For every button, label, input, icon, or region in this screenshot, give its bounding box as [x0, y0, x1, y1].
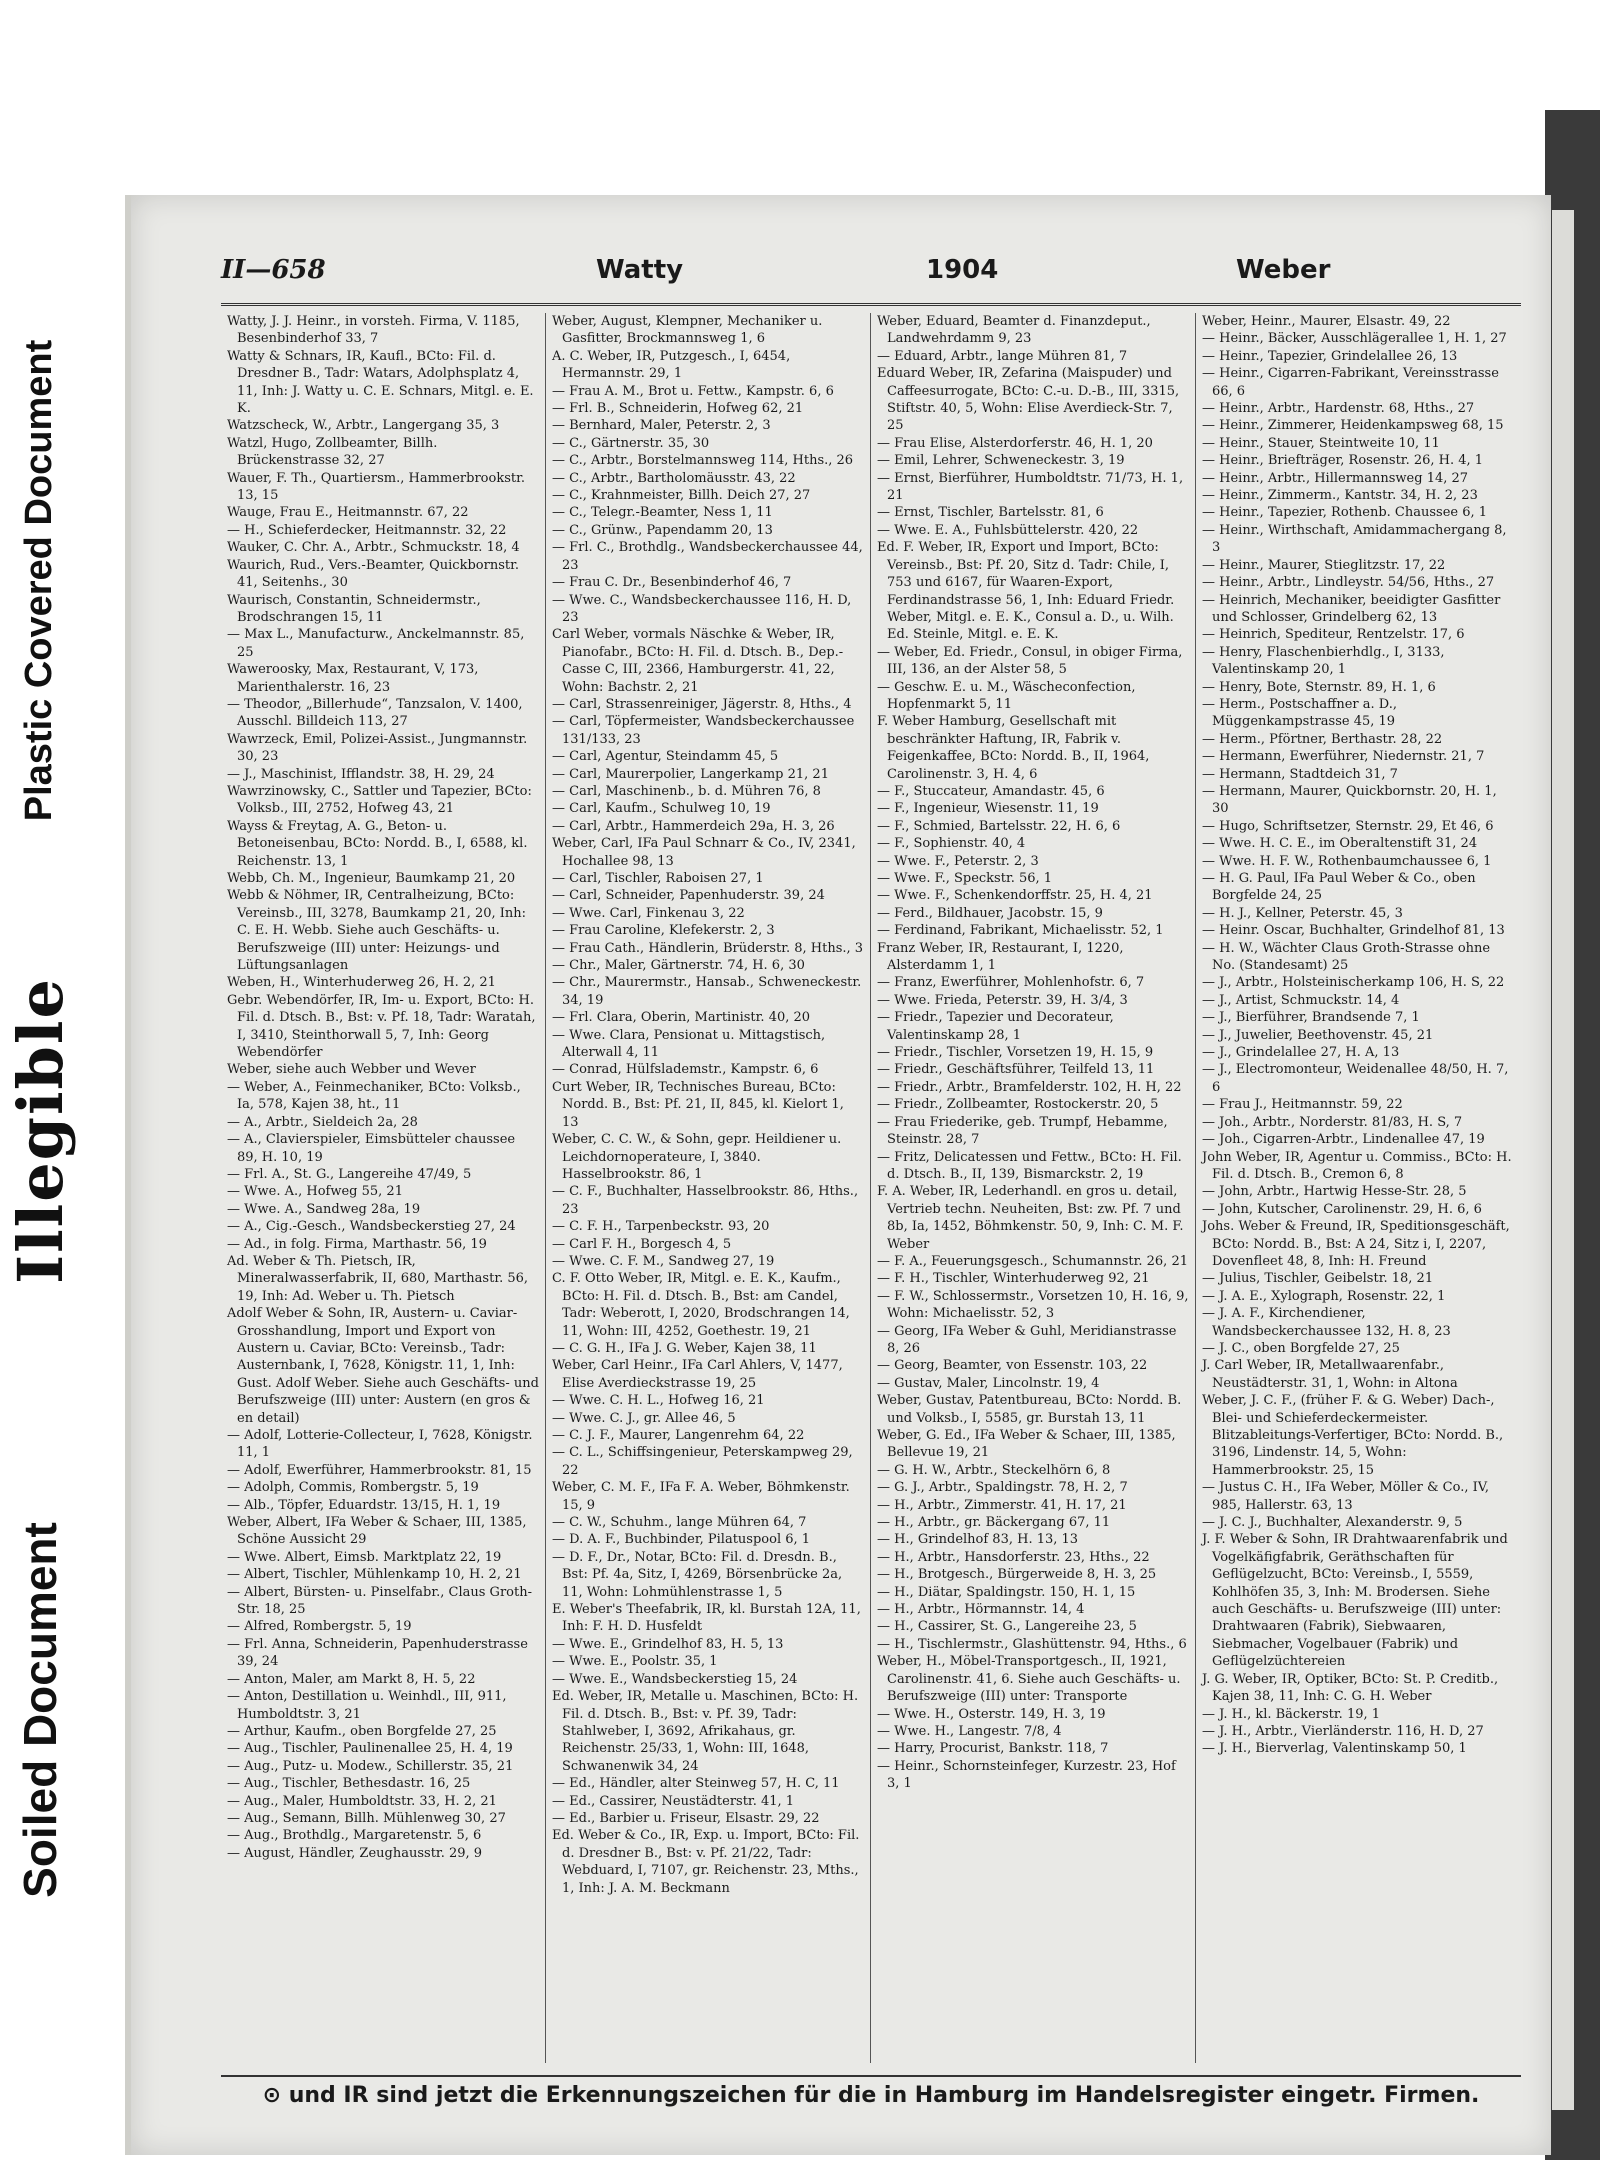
- directory-entry: — Wwe. E. A., Fuhlsbüttelerstr. 420, 22: [877, 522, 1139, 538]
- directory-entry: — Heinr., Maurer, Stieglitzstr. 17, 22: [1202, 557, 1446, 573]
- directory-entry: — Frl. A., St. G., Langereihe 47/49, 5: [227, 1166, 472, 1182]
- directory-entry: — C. W., Schuhm., lange Mühren 64, 7: [552, 1515, 807, 1531]
- directory-entry: — Carl F. H., Borgesch 4, 5: [552, 1236, 732, 1252]
- directory-entry: — Hugo, Schriftsetzer, Sternstr. 29, Et 46, 6: [1202, 818, 1494, 834]
- directory-entry: — Weber, A., Feinmechaniker, BCto: Volksb., Ia, 578, Kajen 38, ht., 11: [227, 1079, 521, 1113]
- directory-entry: Waurich, Rud., Vers.-Beamter, Quickbornstr. 41, Seitenhs., 30: [227, 557, 520, 591]
- directory-entry: Curt Weber, IR, Technisches Bureau, BCto: Nordd. B., Bst: Pf. 21, II, 845, kl. Kielort 1, 13: [552, 1079, 844, 1130]
- directory-entry: Weber, Heinr., Maurer, Elsastr. 49, 22: [1202, 314, 1451, 329]
- directory-entry: Wawrzinowsky, C., Sattler und Tapezier, BCto: Volksb., III, 2752, Hofweg 43, 21: [227, 783, 532, 817]
- directory-entry: — Carl, Arbtr., Hammerdeich 29a, H. 3, 26: [552, 818, 835, 834]
- directory-entry: — Albert, Bürsten- u. Pinselfabr., Claus Groth-Str. 18, 25: [227, 1584, 532, 1618]
- directory-entry: — H., Arbtr., Hansdorferstr. 23, Hths., 22: [877, 1549, 1150, 1565]
- directory-entry: — C., Gärtnerstr. 35, 30: [552, 435, 710, 451]
- directory-entry: — J., Maschinist, Ifflandstr. 38, H. 29, 24: [227, 766, 495, 782]
- directory-entry: — Carl, Maurerpolier, Langerkamp 21, 21: [552, 766, 829, 782]
- directory-entry: — Wwe. H., Langestr. 7/8, 4: [877, 1723, 1062, 1739]
- directory-entry: — Wwe. E., Wandsbeckerstieg 15, 24: [552, 1671, 798, 1687]
- directory-entry: — Carl, Tischler, Raboisen 27, 1: [552, 871, 764, 886]
- directory-entry: Weber, C. M. F., IFa F. A. Weber, Böhmkenstr. 15, 9: [552, 1480, 850, 1513]
- directory-entry: — J., Juwelier, Beethovenstr. 45, 21: [1202, 1027, 1434, 1043]
- directory-entry: Ed. F. Weber, IR, Export und Import, BCto: Vereinsb., Bst: Pf. 20, Sitz d. Tadr: Chile, I, 753 und 6167, für Waaren-Export, Ferdinandstrasse 56, 1, Inh: Eduard Friedr. Weber, Mitgl. e. E. K., Consul a. D., u. Wilh. Ed. Steinle, Mitgl. e. E. K.: [877, 540, 1175, 643]
- directory-entry: — J. H., Bierverlag, Valentinskamp 50, 1: [1202, 1741, 1467, 1757]
- directory-entry: — Carl, Schneider, Papenhuderstr. 39, 24: [552, 888, 825, 904]
- directory-entry: — H., Tischlermstr., Glashüttenstr. 94, Hths., 6: [877, 1636, 1187, 1652]
- directory-entry: — John, Kutscher, Carolinenstr. 29, H. 6, 6: [1202, 1201, 1482, 1217]
- directory-entry: Wawrzeck, Emil, Polizei-Assist., Jungmannstr. 30, 23: [227, 731, 528, 765]
- directory-entry: — Wwe. Frieda, Peterstr. 39, H. 3/4, 3: [877, 992, 1128, 1008]
- directory-entry: — Carl, Töpfermeister, Wandsbeckerchaussee 131/133, 23: [552, 714, 855, 747]
- directory-entry: Wauge, Frau E., Heitmannstr. 67, 22: [227, 505, 469, 521]
- directory-entry: — F. A., Feuerungsgesch., Schumannstr. 26, 21: [877, 1253, 1188, 1269]
- directory-entry: — Wwe. A., Hofweg 55, 21: [227, 1184, 403, 1200]
- directory-entry: — Aug., Putz- u. Modew., Schillerstr. 35, 21: [227, 1758, 514, 1774]
- directory-entry: — Frau C. Dr., Besenbinderhof 46, 7: [552, 575, 792, 591]
- directory-entry: — Frau Friederike, geb. Trumpf, Hebamme, Steinstr. 28, 7: [877, 1114, 1168, 1148]
- directory-entry: — F., Schmied, Bartelsstr. 22, H. 6, 6: [877, 818, 1121, 834]
- directory-entry: — Ed., Barbier u. Friseur, Elsastr. 29, 22: [552, 1810, 820, 1826]
- directory-entry: — Hermann, Maurer, Quickbornstr. 20, H. 1, 30: [1202, 783, 1497, 817]
- directory-entry: — H., Diätar, Spaldingstr. 150, H. 1, 15: [877, 1584, 1136, 1600]
- column-4: [1196, 313, 1521, 2063]
- directory-entry: — Arthur, Kaufm., oben Borgfelde 27, 25: [227, 1723, 497, 1739]
- directory-entry: — Alfred, Rombergstr. 5, 19: [227, 1619, 412, 1635]
- directory-entry: — Wwe. F., Schenkendorffstr. 25, H. 4, 21: [877, 888, 1153, 904]
- directory-entry: — Heinr., Arbtr., Hillermannsweg 14, 27: [1202, 470, 1469, 486]
- directory-entry: — Henry, Flaschenbierhdlg., I, 3133, Valentinskamp 20, 1: [1202, 644, 1445, 678]
- illegible-label: Illegible: [3, 976, 77, 1284]
- directory-entry: C. F. Otto Weber, IR, Mitgl. e. E. K., Kaufm., BCto: H. Fil. d. Dtsch. B., Bst: am Candel, Tadr: Weberott, I, 2020, Brodschrangen 14, 11, Wohn: III, 4252, Goethestr. 19, 21: [552, 1271, 850, 1339]
- soiled-document-label: Soiled Document: [14, 1522, 66, 1898]
- directory-entry: — J. C., oben Borgfelde 27, 25: [1202, 1340, 1400, 1356]
- column-1: [221, 313, 546, 2063]
- directory-entry: — H., Arbtr., Zimmerstr. 41, H. 17, 21: [877, 1497, 1127, 1513]
- directory-entry: — H., Arbtr., Hörmannstr. 14, 4: [877, 1602, 1085, 1618]
- directory-entry: E. Weber's Theefabrik, IR, kl. Burstah 12A, 11, Inh: F. H. D. Husfeldt: [552, 1602, 861, 1635]
- directory-entry: Weber, Eduard, Beamter d. Finanzdeput., Landwehrdamm 9, 23: [877, 314, 1151, 347]
- directory-entry: — C., Krahnmeister, Billh. Deich 27, 27: [552, 488, 811, 504]
- directory-entry: — F., Stuccateur, Amandastr. 45, 6: [877, 783, 1105, 799]
- directory-entry: — F., Ingenieur, Wiesenstr. 11, 19: [877, 801, 1099, 817]
- directory-entry: — J. A. F., Kirchendiener, Wandsbeckerchaussee 132, H. 8, 23: [1202, 1306, 1451, 1339]
- directory-entry: Wauer, F. Th., Quartiersm., Hammerbrookstr. 13, 15: [227, 470, 526, 504]
- directory-entry: — Henry, Bote, Sternstr. 89, H. 1, 6: [1202, 679, 1436, 695]
- directory-entry: Wayss & Freytag, A. G., Beton- u. Betoneisenbau, BCto: Nordd. B., I, 6588, kl. Reichenstr. 13, 1: [227, 818, 528, 869]
- directory-page: [125, 195, 1551, 2155]
- header-rule: [221, 303, 1521, 306]
- directory-entry: — Heinr., Wirthschaft, Amidammachergang 8, 3: [1202, 522, 1507, 556]
- directory-entry: Weber, Carl Heinr., IFa Carl Ahlers, V, 1477, Elise Averdieckstrasse 19, 25: [552, 1358, 843, 1391]
- soiled-document-stamp: [0, 1430, 80, 1990]
- directory-entry: — Wwe. H., Osterstr. 149, H. 3, 19: [877, 1706, 1106, 1722]
- directory-entry: Weber, siehe auch Webber und Wever: [227, 1062, 476, 1078]
- column-2: [546, 313, 871, 2063]
- page-number: II—658: [221, 255, 326, 285]
- directory-entry: F. Weber Hamburg, Gesellschaft mit beschränkter Haftung, IR, Fabrik v. Feigenkaffee, BCto: Nordd. B., II, 1964, Carolinenstr. 3, H. 4, 6: [877, 714, 1150, 782]
- directory-entry: — Frau Caroline, Klefekerstr. 2, 3: [552, 923, 775, 939]
- directory-entry: Weber, H., Möbel-Transportgesch., II, 1921, Carolinenstr. 41, 6. Siehe auch Geschäfts- u. Berufszweige (III) unter: Transporte: [877, 1654, 1181, 1705]
- directory-entry: — Conrad, Hülfslademstr., Kampstr. 6, 6: [552, 1062, 819, 1078]
- directory-entry: — Harry, Procurist, Bankstr. 118, 7: [877, 1741, 1109, 1757]
- directory-entry: — Hermann, Ewerführer, Niedernstr. 21, 7: [1202, 749, 1485, 765]
- directory-entry: — J., Arbtr., Holsteinischerkamp 106, H. S, 22: [1202, 975, 1505, 991]
- directory-entry: — Wwe. C., Wandsbeckerchaussee 116, H. D, 23: [552, 592, 852, 625]
- directory-entry: — Georg, Beamter, von Essenstr. 103, 22: [877, 1358, 1148, 1374]
- directory-entry: — Geschw. E. u. M., Wäscheconfection, Hopfenmarkt 5, 11: [877, 679, 1136, 712]
- directory-entry: — Anton, Maler, am Markt 8, H. 5, 22: [227, 1671, 476, 1687]
- directory-entry: — Heinr., Schornsteinfeger, Kurzestr. 23, Hof 3, 1: [877, 1758, 1176, 1792]
- directory-entry: — Heinr., Cigarren-Fabrikant, Vereinsstrasse 66, 6: [1202, 366, 1499, 399]
- directory-entry: — H. W., Wächter Claus Groth-Strasse ohne No. (Standesamt) 25: [1202, 940, 1491, 974]
- directory-entry: — Frau Elise, Alsterdorferstr. 46, H. 1, 20: [877, 435, 1153, 451]
- directory-entry: — Wwe. E., Poolstr. 35, 1: [552, 1654, 718, 1670]
- directory-entry: — Gustav, Maler, Lincolnstr. 19, 4: [877, 1375, 1100, 1391]
- directory-entry: Watzl, Hugo, Zollbeamter, Billh. Brückenstrasse 32, 27: [227, 435, 438, 469]
- directory-entry: — H., Cassirer, St. G., Langereihe 23, 5: [877, 1619, 1137, 1635]
- directory-entry: — J., Artist, Schmuckstr. 14, 4: [1202, 992, 1400, 1008]
- directory-entry: — C., Grünw., Papendamm 20, 13: [552, 522, 773, 538]
- year-label: 1904: [926, 255, 999, 285]
- directory-entry: — Frl. C., Brothdlg., Wandsbeckerchaussee 44, 23: [552, 540, 863, 573]
- directory-entry: John Weber, IR, Agentur u. Commiss., BCto: H. Fil. d. Dtsch. B., Cremon 6, 8: [1202, 1149, 1512, 1182]
- directory-entry: — H. G. Paul, IFa Paul Weber & Co., oben Borgfelde 24, 25: [1202, 871, 1476, 904]
- directory-entry: F. A. Weber, IR, Lederhandl. en gros u. detail, Vertrieb techn. Neuheiten, Bst: zw. Pf. 7 und 8b, Ia, 1452, Böhmkenstr. 50, 9, Inh: C. M. F. Weber: [877, 1184, 1184, 1252]
- directory-entry: — Wwe. H. F. W., Rothenbaumchaussee 6, 1: [1202, 853, 1492, 869]
- plastic-covered-label: Plastic Covered Document: [18, 339, 61, 821]
- directory-entry: — Weber, Ed. Friedr., Consul, in obiger Firma, III, 136, an der Alster 58, 5: [877, 644, 1183, 678]
- page-footer: ⊙ und IR sind jetzt die Erkennungszeichen für die in Hamburg im Handelsregister eingetr. Firmen.: [221, 2075, 1521, 2119]
- directory-entry: — H., Grindelhof 83, H. 13, 13: [877, 1532, 1079, 1548]
- directory-entry: Eduard Weber, IR, Zefarina (Maispuder) und Caffeesurrogate, BCto: C.-u. D.-B., III, 3315, Stiftstr. 40, 5, Wohn: Elise Averdieck-Str. 7, 25: [877, 366, 1180, 434]
- directory-entry: — Aug., Tischler, Paulinenallee 25, H. 4, 19: [227, 1741, 513, 1757]
- directory-entry: — Heinr., Tapezier, Grindelallee 26, 13: [1202, 348, 1458, 364]
- directory-entry: — Georg, IFa Weber & Guhl, Meridianstrasse 8, 26: [877, 1323, 1177, 1356]
- directory-entry: — A., Clavierspieler, Eimsbütteler chaussee 89, H. 10, 19: [227, 1132, 516, 1165]
- directory-entry: J. G. Weber, IR, Optiker, BCto: St. P. Creditb., Kajen 38, 11, Inh: C. G. H. Weber: [1202, 1671, 1499, 1705]
- directory-entry: — C., Arbtr., Bartholomäusstr. 43, 22: [552, 470, 796, 486]
- directory-entry: J. F. Weber & Sohn, IR Drahtwaarenfabrik und Vogelkäfigfabrik, Geräthschaften für Geflügelzucht, BCto: Vereinsb., I, 5559, Kohlhöfen 35, 3, Inh: M. Brodersen. Siehe auch Geschäfts- u. Berufszweige (III) unter: Drahtwaaren (Fabrik), Siebwaaren, Siebmacher, Vogelbauer (Fabrik) und Geflügelzüchtereien: [1202, 1532, 1508, 1670]
- directory-entry: — Ernst, Tischler, Bartelsstr. 81, 6: [877, 505, 1104, 521]
- directory-entry: Weber, J. C. F., (früher F. & G. Weber) Dach-, Blei- und Schieferdeckermeister. Blitzableitungs-Verfertiger, BCto: Nordd. B., 3196, Lindenstr. 14, 5, Wohn: Hammerbrookstr. 25, 15: [1202, 1393, 1504, 1478]
- directory-entry: Weben, H., Winterhuderweg 26, H. 2, 21: [227, 975, 496, 991]
- directory-entry: — J., Grindelallee 27, H. A, 13: [1202, 1045, 1400, 1061]
- directory-entry: — Emil, Lehrer, Schweneckestr. 3, 19: [877, 453, 1125, 469]
- directory-entry: — H., Schieferdecker, Heitmannstr. 32, 22: [227, 522, 507, 538]
- directory-entry: Gebr. Webendörfer, IR, Im- u. Export, BCto: H. Fil. d. Dtsch. B., Bst: v. Pf. 18, Tadr: Waratah, I, 3410, Steinthorwall 5, 7, Inh: Georg Webendörfer: [227, 992, 536, 1061]
- directory-entry: — Ferdinand, Fabrikant, Michaelisstr. 52, 1: [877, 923, 1164, 939]
- directory-entry: — Wwe. C. H. L., Hofweg 16, 21: [552, 1393, 765, 1409]
- directory-entry: — F. H., Tischler, Winterhuderweg 92, 21: [877, 1271, 1150, 1287]
- directory-entry: — Joh., Arbtr., Norderstr. 81/83, H. S, 7: [1202, 1114, 1463, 1130]
- directory-entry: — Heinr., Stauer, Steintweite 10, 11: [1202, 435, 1440, 451]
- directory-entry: — H., Brotgesch., Bürgerweide 8, H. 3, 25: [877, 1567, 1157, 1583]
- directory-entry: — Eduard, Arbtr., lange Mühren 81, 7: [877, 348, 1128, 364]
- directory-entry: — Heinr., Zimmerm., Kantstr. 34, H. 2, 23: [1202, 488, 1478, 504]
- directory-entry: — Albert, Tischler, Mühlenkamp 10, H. 2, 21: [227, 1567, 522, 1583]
- directory-entry: — Wwe. Clara, Pensionat u. Mittagstisch, Alterwall 4, 11: [552, 1027, 826, 1061]
- directory-entry: — Wwe. C. F. M., Sandweg 27, 19: [552, 1253, 775, 1269]
- guide-word-left: Watty: [596, 255, 684, 285]
- directory-entry: — G. J., Arbtr., Spaldingstr. 78, H. 2, 7: [877, 1480, 1128, 1496]
- directory-entry: — J. H., kl. Bäckerstr. 19, 1: [1202, 1706, 1381, 1722]
- directory-entry: — F., Sophienstr. 40, 4: [877, 836, 1026, 852]
- directory-entry: — Heinr., Tapezier, Rothenb. Chaussee 6, 1: [1202, 505, 1488, 521]
- directory-entry: — H., Arbtr., gr. Bäckergang 67, 11: [877, 1515, 1111, 1531]
- directory-entry: Weber, G. Ed., IFa Weber & Schaer, III, 1385, Bellevue 19, 21: [877, 1428, 1176, 1461]
- entry-columns: [221, 313, 1521, 2063]
- directory-entry: — Carl, Agentur, Steindamm 45, 5: [552, 749, 779, 765]
- directory-entry: — Friedr., Arbtr., Bramfelderstr. 102, H. H, 22: [877, 1079, 1182, 1095]
- directory-entry: — C. L., Schiffsingenieur, Peterskampweg 29, 22: [552, 1445, 853, 1478]
- adjacent-page-strip: [1552, 210, 1574, 2110]
- directory-entry: — Julius, Tischler, Geibelstr. 18, 21: [1202, 1271, 1434, 1287]
- directory-entry: Adolf Weber & Sohn, IR, Austern- u. Caviar-Grosshandlung, Import und Export von Austern u. Caviar, BCto: Vereinsb., Tadr: Austernbank, I, 7628, Königstr. 11, 1, Inh: Gust. Adolf Weber. Siehe auch Geschäfts- und Berufszweige (III) unter: Austern (en gros & en detail): [227, 1306, 539, 1426]
- directory-entry: — J. C. J., Buchhalter, Alexanderstr. 9, 5: [1202, 1515, 1463, 1531]
- directory-entry: — Friedr., Geschäftsführer, Teilfeld 13, 11: [877, 1062, 1155, 1078]
- directory-entry: — Aug., Tischler, Bethesdastr. 16, 25: [227, 1776, 471, 1792]
- directory-entry: Waurisch, Constantin, Schneidermstr., Brodschrangen 15, 11: [227, 592, 481, 625]
- directory-entry: — Joh., Cigarren-Arbtr., Lindenallee 47, 19: [1202, 1132, 1485, 1148]
- directory-entry: — Ad., in folg. Firma, Marthastr. 56, 19: [227, 1236, 487, 1252]
- directory-entry: — Fritz, Delicatessen und Fettw., BCto: H. Fil. d. Dtsch. B., II, 139, Bismarckstr. 2, 19: [877, 1149, 1182, 1182]
- directory-entry: — Frl. Anna, Schneiderin, Papenhuderstrasse 39, 24: [227, 1636, 528, 1670]
- directory-entry: — Friedr., Tapezier und Decorateur, Valentinskamp 28, 1: [877, 1010, 1114, 1043]
- directory-entry: — Carl, Kaufm., Schulweg 10, 19: [552, 801, 771, 817]
- directory-entry: — Ed., Händler, alter Steinweg 57, H. C, 11: [552, 1776, 840, 1792]
- directory-entry: Ed. Weber & Co., IR, Exp. u. Import, BCto: Fil. d. Dresdner B., Bst: v. Pf. 21/22, Tadr: Webduard, I, 7107, gr. Reichenstr. 23, Mths., 1, Inh: J. A. M. Beckmann: [552, 1828, 860, 1896]
- directory-entry: — H. J., Kellner, Peterstr. 45, 3: [1202, 905, 1403, 921]
- directory-entry: — C. F. H., Tarpenbeckstr. 93, 20: [552, 1219, 770, 1235]
- directory-entry: — Anton, Destillation u. Weinhdl., III, 911, Humboldtstr. 3, 21: [227, 1689, 507, 1722]
- directory-entry: Franz Weber, IR, Restaurant, I, 1220, Alsterdamm 1, 1: [877, 940, 1124, 974]
- directory-entry: — Ferd., Bildhauer, Jacobstr. 15, 9: [877, 905, 1103, 921]
- directory-entry: — Ernst, Bierführer, Humboldtstr. 71/73, H. 1, 21: [877, 470, 1184, 504]
- directory-entry: — Wwe. F., Speckstr. 56, 1: [877, 871, 1053, 886]
- directory-entry: Ed. Weber, IR, Metalle u. Maschinen, BCto: H. Fil. d. Dtsch. B., Bst: v. Pf. 39, Tadr: Stahlweber, I, 3692, Afrikahaus, gr. Reichenstr. 25/33, 1, Wohn: III, 1648, Schwanenwik 34, 24: [552, 1689, 859, 1774]
- directory-entry: — A., Cig.-Gesch., Wandsbeckerstieg 27, 24: [227, 1219, 516, 1235]
- directory-entry: — C. J. F., Maurer, Langenrehm 64, 22: [552, 1428, 805, 1443]
- directory-entry: Webb & Nöhmer, IR, Centralheizung, BCto: Vereinsb., III, 3278, Baumkamp 21, 20, Inh: C. E. H. Webb. Siehe auch Geschäfts- u. Berufszweige (III) unter: Heizungs- und Lüftungsanlagen: [227, 888, 527, 974]
- directory-entry: — J., Bierführer, Brandsende 7, 1: [1202, 1010, 1420, 1026]
- page-header: [221, 255, 1521, 295]
- directory-entry: — Wwe. Albert, Eimsb. Marktplatz 22, 19: [227, 1549, 502, 1565]
- directory-entry: — Aug., Maler, Humboldtstr. 33, H. 2, 21: [227, 1793, 497, 1809]
- directory-entry: — Theodor, „Billerhude“, Tanzsalon, V. 1400, Ausschl. Billdeich 113, 27: [227, 696, 523, 730]
- directory-entry: — Aug., Semann, Billh. Mühlenweg 30, 27: [227, 1810, 506, 1826]
- directory-entry: Carl Weber, vormals Näschke & Weber, IR, Pianofabr., BCto: H. Fil. d. Dtsch. B., Dep.-Casse C, III, 2366, Hamburgerstr. 41, 22, Wohn: Bachstr. 2, 21: [552, 627, 844, 695]
- directory-entry: — Wwe. E., Grindelhof 83, H. 5, 13: [552, 1636, 784, 1652]
- directory-entry: — Adolf, Lotterie-Collecteur, I, 7628, Königstr. 11, 1: [227, 1428, 533, 1461]
- directory-entry: Weber, Carl, IFa Paul Schnarr & Co., IV, 2341, Hochallee 98, 13: [552, 836, 856, 869]
- directory-entry: — Heinr., Bäcker, Ausschlägerallee 1, H. 1, 27: [1202, 331, 1507, 347]
- directory-entry: — Justus C. H., IFa Weber, Möller & Co., IV, 985, Hallerstr. 63, 13: [1202, 1480, 1490, 1513]
- directory-entry: Weber, Albert, IFa Weber & Schaer, III, 1385, Schöne Aussicht 29: [227, 1515, 527, 1548]
- directory-entry: — Heinr., Arbtr., Hardenstr. 68, Hths., 27: [1202, 401, 1475, 417]
- directory-entry: — Chr., Maurermstr., Hansab., Schweneckestr. 34, 19: [552, 975, 862, 1008]
- directory-entry: — Heinr., Arbtr., Lindleystr. 54/56, Hths., 27: [1202, 575, 1495, 591]
- directory-entry: — Wwe. Carl, Finkenau 3, 22: [552, 905, 745, 921]
- directory-entry: — Adolf, Ewerführer, Hammerbrookstr. 81, 15: [227, 1462, 532, 1478]
- directory-entry: Watty & Schnars, IR, Kaufl., BCto: Fil. d. Dresdner B., Tadr: Watars, Adolphsplatz 4, 11, Inh: J. Watty u. C. E. Schnars, Mitgl. e. E. K.: [227, 348, 534, 417]
- directory-entry: Waweroosky, Max, Restaurant, V, 173, Marienthalerstr. 16, 23: [227, 662, 479, 695]
- directory-entry: — Friedr., Zollbeamter, Rostockerstr. 20, 5: [877, 1097, 1159, 1113]
- directory-entry: — Aug., Brothdlg., Margaretenstr. 5, 6: [227, 1828, 482, 1844]
- directory-entry: — C. G. H., IFa J. G. Weber, Kajen 38, 11: [552, 1340, 817, 1356]
- directory-entry: Weber, C. C. W., & Sohn, gepr. Heildiener u. Leichdornoperateure, I, 3840. Hasselbrookstr. 86, 1: [552, 1132, 842, 1182]
- directory-entry: — John, Arbtr., Hartwig Hesse-Str. 28, 5: [1202, 1184, 1467, 1200]
- directory-entry: — Friedr., Tischler, Vorsetzen 19, H. 15, 9: [877, 1045, 1154, 1061]
- directory-entry: — Heinr., Briefträger, Rosenstr. 26, H. 4, 1: [1202, 453, 1484, 469]
- directory-entry: — Carl, Maschinenb., b. d. Mühren 76, 8: [552, 783, 821, 799]
- directory-entry: Weber, Gustav, Patentbureau, BCto: Nordd. B. und Volksb., I, 5585, gr. Burstah 13, 11: [877, 1393, 1182, 1426]
- directory-entry: — Chr., Maler, Gärtnerstr. 74, H. 6, 30: [552, 958, 805, 974]
- directory-entry: — Ed., Cassirer, Neustädterstr. 41, 1: [552, 1793, 795, 1809]
- directory-entry: — Heinr., Zimmerer, Heidenkampsweg 68, 15: [1202, 418, 1504, 434]
- directory-entry: — Heinr. Oscar, Buchhalter, Grindelhof 81, 13: [1202, 923, 1505, 939]
- plastic-covered-stamp: [0, 300, 80, 860]
- directory-entry: — Heinrich, Spediteur, Rentzelstr. 17, 6: [1202, 627, 1465, 643]
- directory-entry: — J. H., Arbtr., Vierländerstr. 116, H. D, 27: [1202, 1723, 1484, 1739]
- directory-entry: Johs. Weber & Freund, IR, Speditionsgeschäft, BCto: Nordd. B., Bst: A 24, Sitz i, I, 2207, Dovenfleet 48, 8, Inh: H. Freund: [1202, 1219, 1510, 1269]
- directory-entry: J. Carl Weber, IR, Metallwaarenfabr., Neustädterstr. 31, 1, Wohn: in Altona: [1202, 1358, 1458, 1391]
- directory-entry: — G. H. W., Arbtr., Steckelhörn 6, 8: [877, 1462, 1111, 1478]
- directory-entry: — D. F., Dr., Notar, BCto: Fil. d. Dresdn. B., Bst: Pf. 4a, Sitz, I, 4269, Börsenbrücke 2a, 11, Wohn: Lohmühlenstrasse 1, 5: [552, 1549, 843, 1600]
- directory-entry: — C., Arbtr., Borstelmannsweg 114, Hths., 26: [552, 453, 854, 469]
- document-condition-stamps: [0, 0, 80, 2177]
- directory-entry: A. C. Weber, IR, Putzgesch., I, 6454, Hermannstr. 29, 1: [552, 348, 791, 382]
- directory-entry: Ad. Weber & Th. Pietsch, IR, Mineralwasserfabrik, II, 680, Marthastr. 56, 19, Inh: Ad. Weber u. Th. Pietsch: [227, 1253, 529, 1304]
- directory-entry: — Frau J., Heitmannstr. 59, 22: [1202, 1097, 1403, 1113]
- directory-entry: — Herm., Postschaffner a. D., Müggenkampstrasse 45, 19: [1202, 696, 1398, 730]
- directory-entry: — Bernhard, Maler, Peterstr. 2, 3: [552, 418, 771, 434]
- directory-entry: — August, Händler, Zeughausstr. 29, 9: [227, 1845, 483, 1861]
- directory-entry: — Frl. B., Schneiderin, Hofweg 62, 21: [552, 401, 804, 417]
- directory-entry: — Adolph, Commis, Rombergstr. 5, 19: [227, 1480, 479, 1496]
- directory-entry: — Heinrich, Mechaniker, beeidigter Gasfitter und Schlosser, Grindelberg 62, 13: [1202, 592, 1501, 625]
- directory-entry: — C. F., Buchhalter, Hasselbrookstr. 86, Hths., 23: [552, 1184, 859, 1217]
- directory-entry: Weber, August, Klempner, Mechaniker u. Gasfitter, Brockmannsweg 1, 6: [552, 314, 823, 347]
- directory-entry: — F. W., Schlossermstr., Vorsetzen 10, H. 16, 9, Wohn: Michaelisstr. 52, 3: [877, 1288, 1189, 1322]
- directory-entry: Watzscheck, W., Arbtr., Langergang 35, 3: [227, 418, 500, 434]
- guide-word-right: Weber: [1236, 255, 1331, 285]
- directory-entry: — Hermann, Stadtdeich 31, 7: [1202, 766, 1398, 782]
- directory-entry: — Frau Cath., Händlerin, Brüderstr. 8, Hths., 3: [552, 940, 864, 956]
- directory-entry: Watty, J. J. Heinr., in vorsteh. Firma, V. 1185, Besenbinderhof 33, 7: [227, 314, 520, 347]
- directory-entry: — J., Electromonteur, Weidenallee 48/50, H. 7, 6: [1202, 1062, 1509, 1095]
- directory-entry: — Wwe. F., Peterstr. 2, 3: [877, 853, 1039, 869]
- column-3: [871, 313, 1196, 2063]
- directory-entry: — A., Arbtr., Sieldeich 2a, 28: [227, 1114, 418, 1130]
- directory-entry: Webb, Ch. M., Ingenieur, Baumkamp 21, 20: [227, 871, 516, 886]
- directory-entry: — Wwe. C. J., gr. Allee 46, 5: [552, 1410, 736, 1426]
- directory-entry: — Frau A. M., Brot u. Fettw., Kampstr. 6, 6: [552, 383, 834, 399]
- directory-entry: — Wwe. H. C. E., im Oberaltenstift 31, 24: [1202, 836, 1478, 852]
- directory-entry: Wauker, C. Chr. A., Arbtr., Schmuckstr. 18, 4: [227, 540, 520, 556]
- directory-entry: — Wwe. A., Sandweg 28a, 19: [227, 1201, 421, 1217]
- directory-entry: — Frl. Clara, Oberin, Martinistr. 40, 20: [552, 1010, 811, 1026]
- directory-entry: — Alb., Töpfer, Eduardstr. 13/15, H. 1, 19: [227, 1497, 501, 1513]
- directory-entry: — Franz, Ewerführer, Mohlenhofstr. 6, 7: [877, 975, 1145, 991]
- directory-entry: — Max L., Manufacturw., Anckelmannstr. 85, 25: [227, 627, 525, 660]
- illegible-stamp: [0, 960, 80, 1300]
- directory-entry: — D. A. F., Buchbinder, Pilatuspool 6, 1: [552, 1532, 811, 1548]
- directory-entry: — Herm., Pförtner, Berthastr. 28, 22: [1202, 731, 1443, 747]
- directory-entry: — C., Telegr.-Beamter, Ness 1, 11: [552, 505, 773, 521]
- directory-entry: — Carl, Strassenreiniger, Jägerstr. 8, Hths., 4: [552, 696, 852, 712]
- directory-entry: — J. A. E., Xylograph, Rosenstr. 22, 1: [1202, 1288, 1446, 1304]
